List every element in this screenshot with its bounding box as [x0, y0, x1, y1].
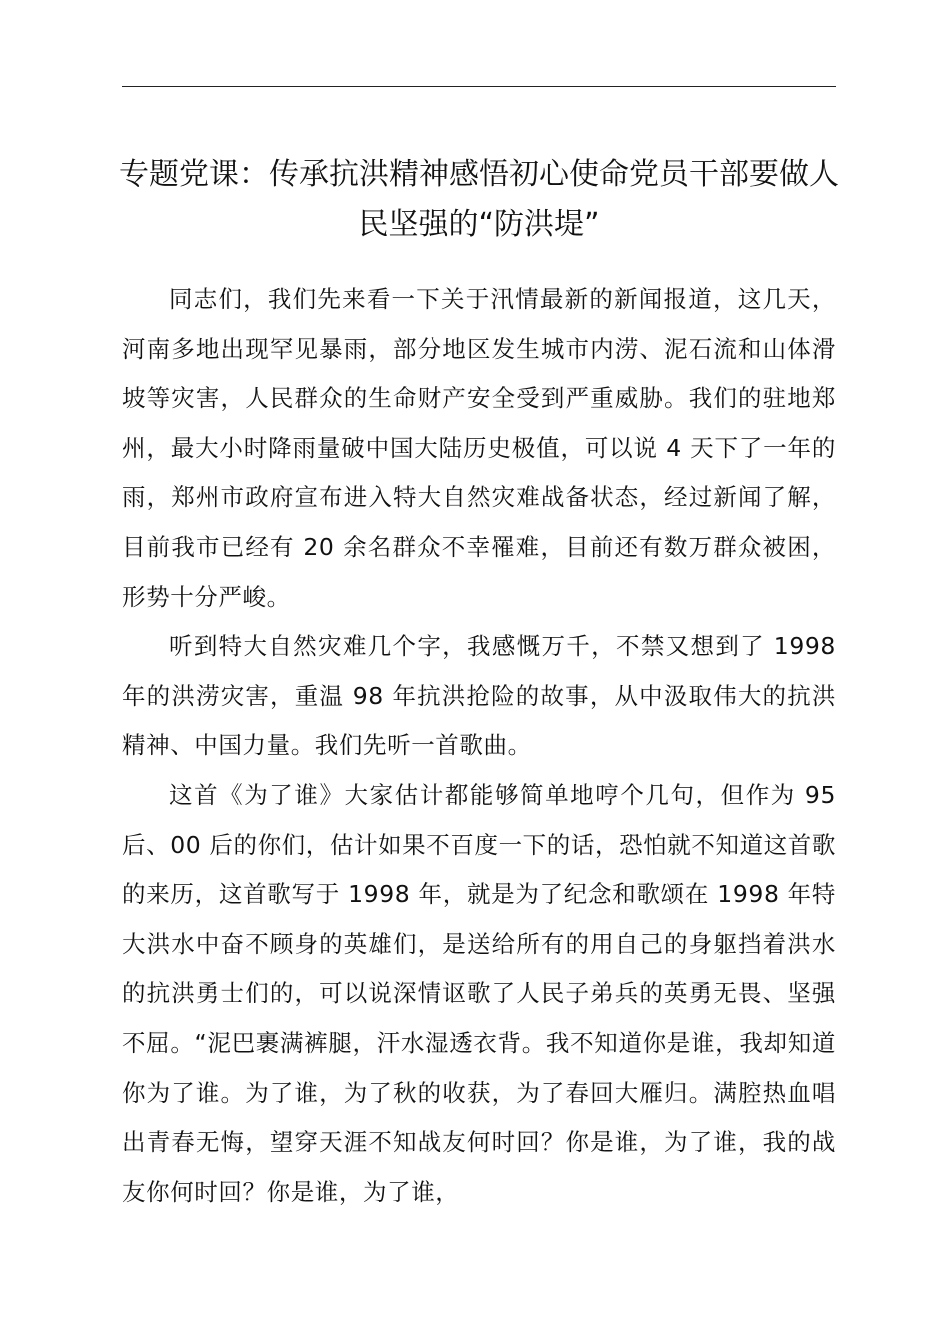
- document-body: [122, 275, 836, 1217]
- header-rule: [122, 86, 836, 87]
- document-title: 专题党课：传承抗洪精神感悟初心使命党员干部要做人民坚强的“防洪堤”: [119, 157, 839, 242]
- paragraph-1: 同志们，我们先来看一下关于汛情最新的新闻报道，这几天，河南多地出现罕见暴雨，部分地区发生城市内涝、泥石流和山体滑坡等灾害，人民群众的生命财产安全受到严重威胁。我们的驻地郑州，最大小时降雨量破中国大陆历史极值，可以说 4 天下了一年的雨，郑州市政府宣布进入特大自然灾难战备状态，经过新闻了解，目前我市已经有 20 余名群众不幸罹难，目前还有数万群众被困，形势十分严峻。: [122, 285, 836, 611]
- paragraph-3: 这首《为了谁》大家估计都能够简单地哼个几句，但作为 95 后、00 后的你们，估计如果不百度一下的话，恐怕就不知道这首歌的来历，这首歌写于 1998 年，就是为了纪念和歌颂在 1998 年特大洪水中奋不顾身的英雄们，是送给所有的用自己的身躯挡着洪水的抗洪勇士们的，可以说深情讴歌了人民子弟兵的英勇无畏、坚强不屈。“泥巴裹满裤腿，汗水湿透衣背。我不知道你是谁，我却知道你为了谁。为了谁，为了秋的收获，为了春回大雁归。满腔热血唱出青春无悔，望穿天涯不知战友何时回？你是谁，为了谁，我的战友你何时回？你是谁，为了谁，: [122, 780, 836, 1206]
- paragraph-2: 听到特大自然灾难几个字，我感慨万千，不禁又想到了 1998 年的洪涝灾害，重温 98 年抗洪抢险的故事，从中汲取伟大的抗洪精神、中国力量。我们先听一首歌曲。: [122, 632, 836, 760]
